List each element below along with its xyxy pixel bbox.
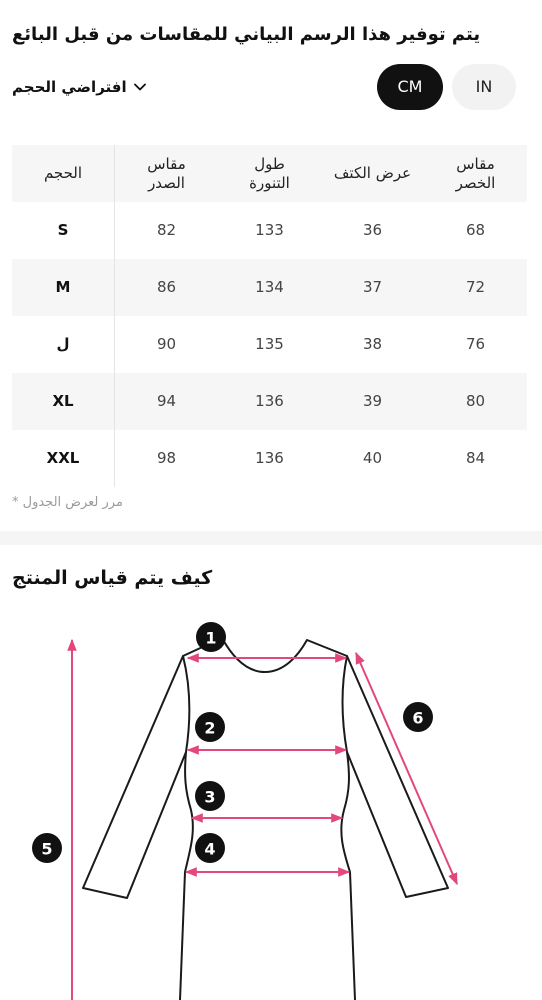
marker-5-number: 5: [41, 839, 53, 859]
measurement-cell: 86: [156, 278, 177, 296]
marker-6: [403, 702, 433, 732]
marker-1: [196, 622, 226, 652]
marker-2-number: 2: [204, 718, 216, 738]
measurement-cell: 80: [465, 392, 486, 410]
table-row: [12, 259, 527, 316]
size-dropdown-label: افتراضي الحجم: [12, 78, 127, 96]
table-header-row: [12, 145, 527, 202]
page-title: يتم توفير هذا الرسم البياني للمقاسات من قبل البائع: [12, 24, 481, 45]
measurement-cell: 84: [465, 449, 486, 467]
size-cell: S: [12, 202, 115, 259]
scroll-hint: مرر لعرض الجدول *: [12, 495, 123, 510]
measurement-cell: 76: [465, 335, 486, 353]
measurement-cell: 36: [362, 221, 383, 239]
marker-4: [195, 833, 225, 863]
unit-toggle-in[interactable]: IN: [452, 64, 516, 110]
section-divider: [0, 531, 542, 545]
measurement-diagram: [0, 600, 542, 1000]
measurement-cell: 135: [255, 335, 284, 353]
marker-4-number: 4: [204, 839, 216, 859]
measurement-cell: 38: [362, 335, 383, 353]
size-dropdown[interactable]: [12, 76, 146, 98]
column-header-shoulder: عرض الكتف: [333, 164, 412, 182]
table-row: [12, 316, 527, 373]
size-cell: XXL: [12, 430, 115, 487]
column-header-skirt-length: طول التنورة: [249, 154, 290, 192]
marker-1-number: 1: [205, 628, 217, 648]
size-cell: M: [12, 259, 115, 316]
measurement-cell: 68: [465, 221, 486, 239]
measurement-cell: 82: [156, 221, 177, 239]
marker-6-number: 6: [412, 708, 424, 728]
table-row: [12, 373, 527, 430]
column-header-waist: مقاس الخصر: [455, 154, 496, 192]
measurement-cell: 90: [156, 335, 177, 353]
table-row: [12, 430, 527, 487]
size-table[interactable]: [12, 145, 527, 487]
chevron-down-icon: [134, 83, 146, 91]
column-header-size: الحجم: [12, 145, 115, 202]
marker-5: [32, 833, 62, 863]
size-cell: ل: [12, 316, 115, 373]
sleeve-measure-line: [356, 653, 457, 884]
measurement-cell: 94: [156, 392, 177, 410]
measurement-cell: 40: [362, 449, 383, 467]
size-cell: XL: [12, 373, 115, 430]
measurement-cell: 37: [362, 278, 383, 296]
marker-3-number: 3: [204, 787, 216, 807]
measurement-cell: 133: [255, 221, 284, 239]
measurement-cell: 136: [255, 449, 284, 467]
table-row: [12, 202, 527, 259]
how-to-measure-title: كيف يتم قياس المنتج: [12, 567, 213, 589]
unit-toggle-cm[interactable]: CM: [377, 64, 443, 110]
measurement-cell: 98: [156, 449, 177, 467]
column-header-bust: مقاس الصدر: [147, 154, 186, 192]
measurement-cell: 39: [362, 392, 383, 410]
measurement-cell: 72: [465, 278, 486, 296]
measurement-cell: 134: [255, 278, 284, 296]
measurement-cell: 136: [255, 392, 284, 410]
marker-2: [195, 712, 225, 742]
marker-3: [195, 781, 225, 811]
chevron-down-stroke: [135, 85, 145, 90]
